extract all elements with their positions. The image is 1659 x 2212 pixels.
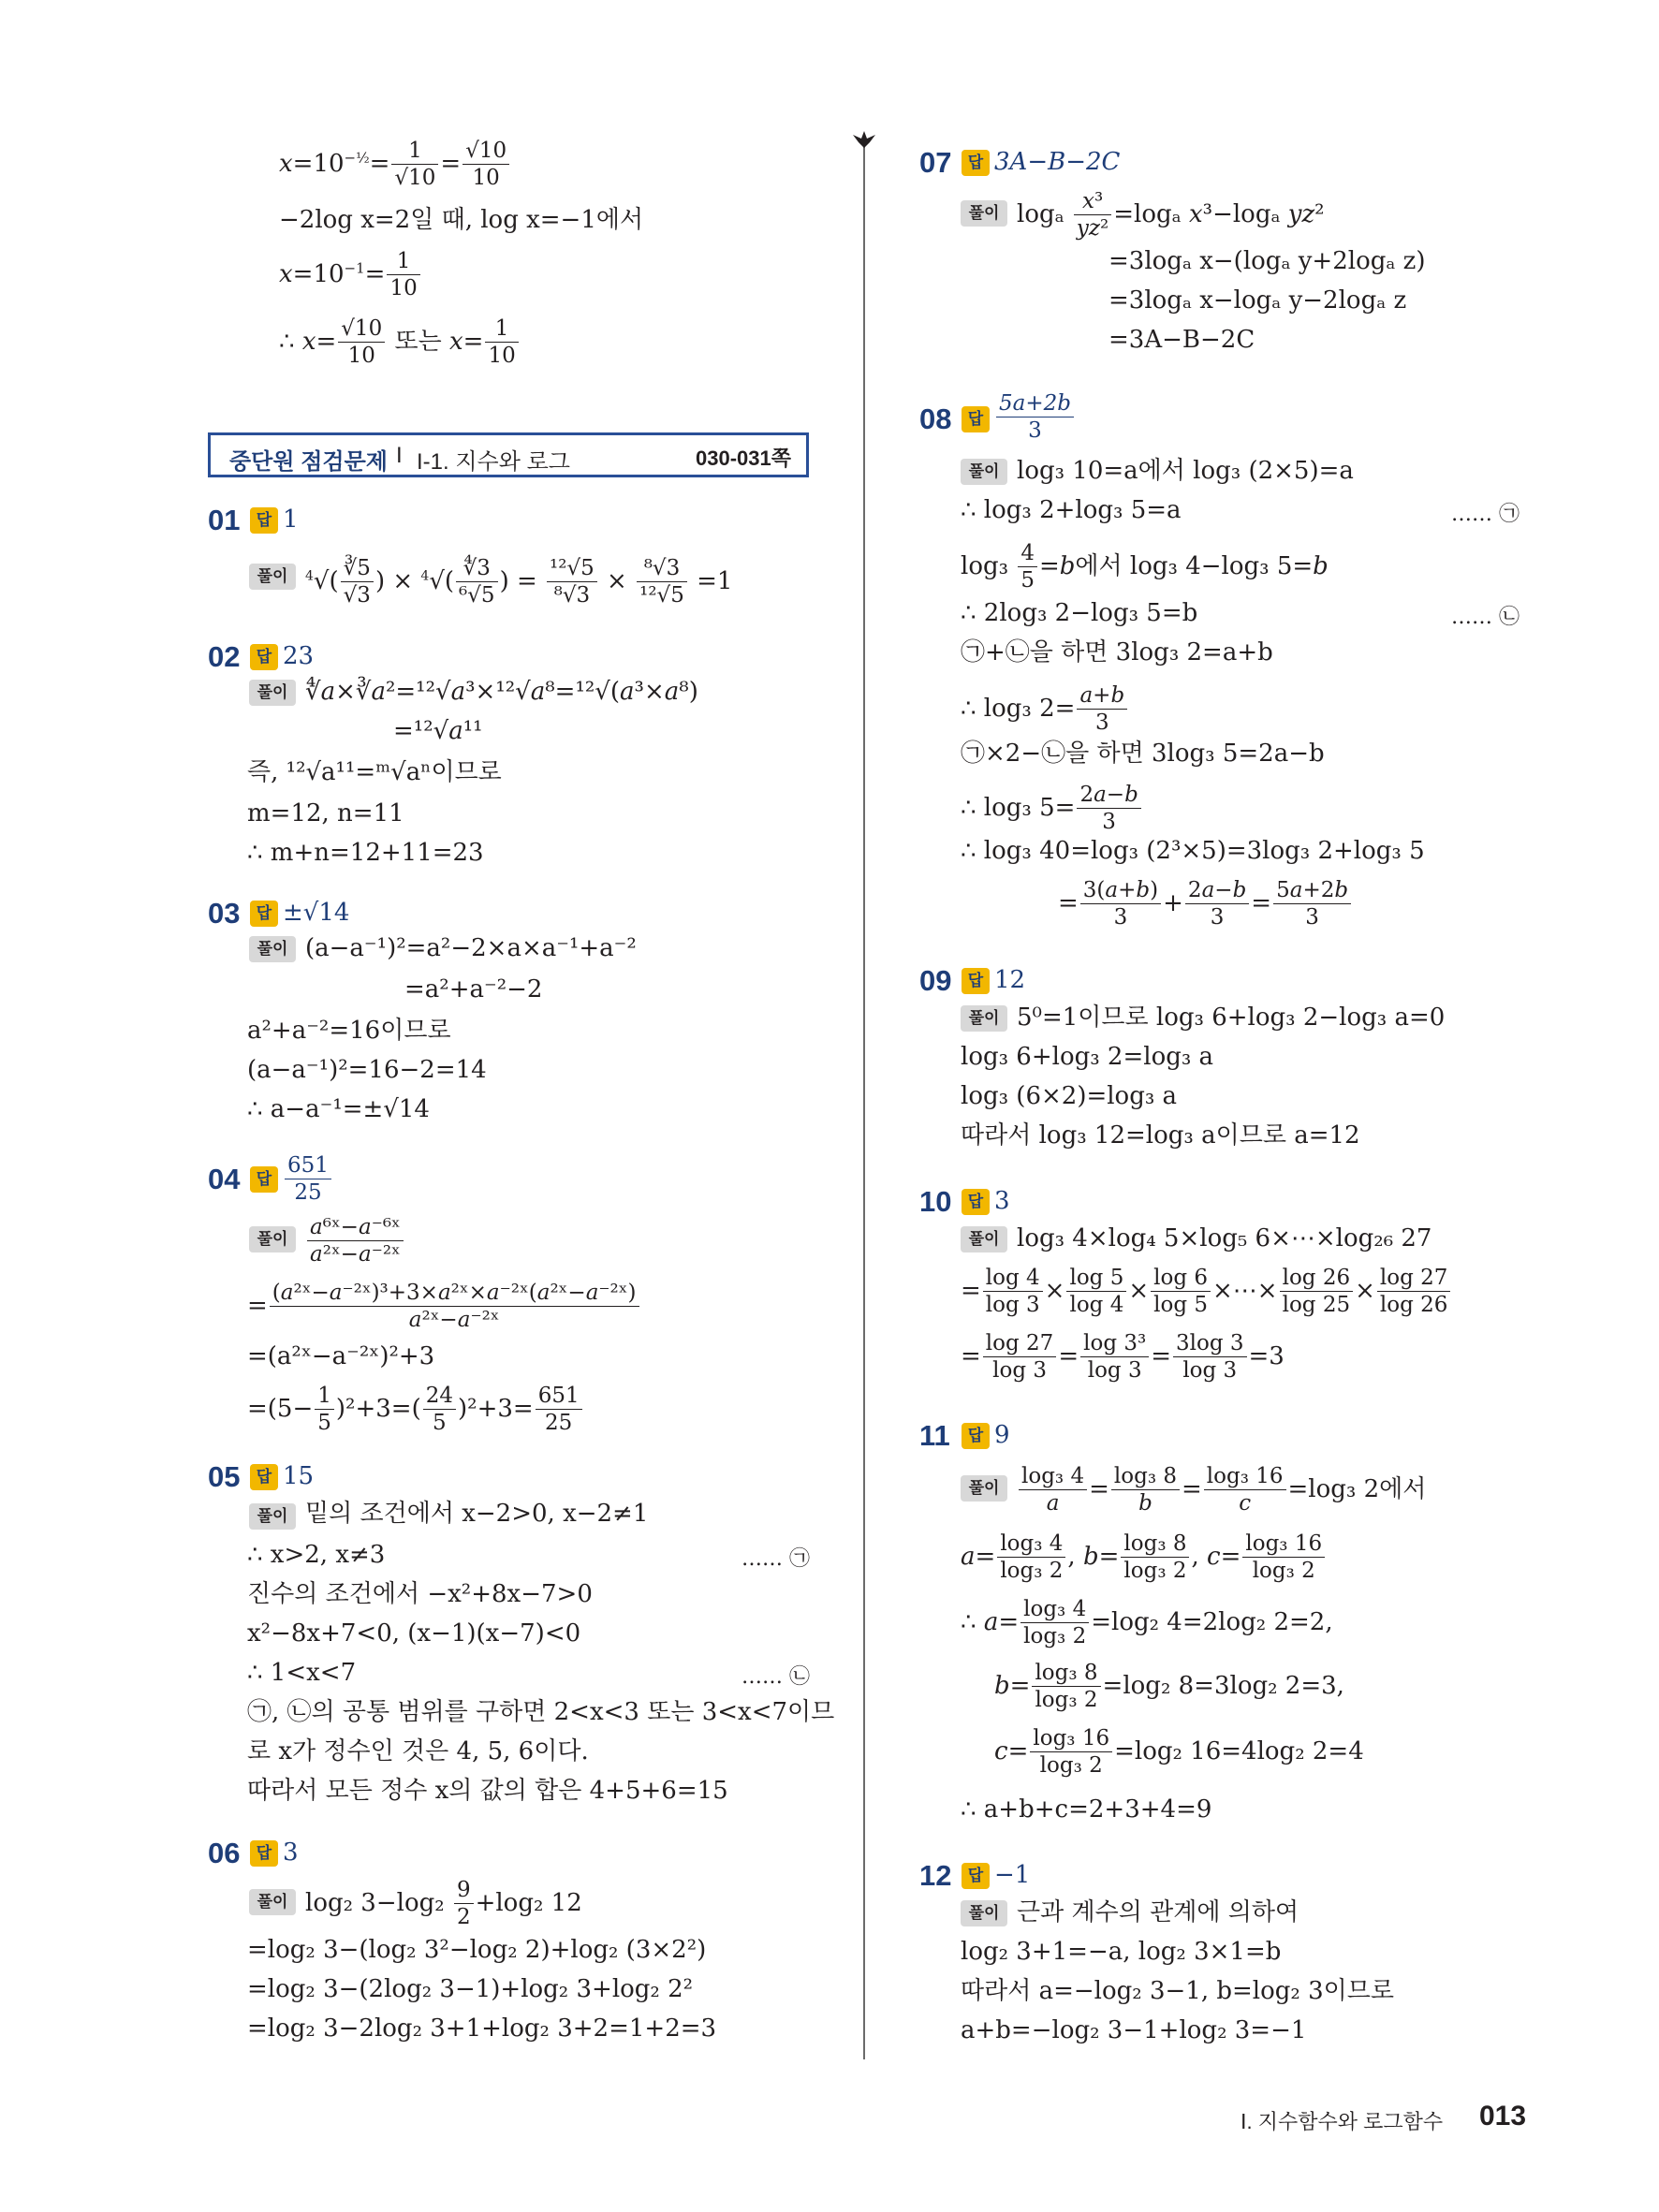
p08-mark-1: …… ㉠ <box>1451 503 1520 526</box>
p11-line-5: c= $\frac{\text{log₃ 16}}{\text{log₃ 2}}$ =log₂ 16=4log₂ 2=4 <box>994 1726 1364 1778</box>
footer-chapter: Ⅰ. 지수함수와 로그함수 <box>1241 2110 1444 2133</box>
p03-line-4: (a−a⁻¹)²=16−2=14 <box>247 1056 487 1084</box>
answer-badge: 답 <box>962 968 990 994</box>
answer-08-num: 5a+2b <box>996 393 1074 417</box>
problem-number-03: 03 <box>208 897 241 930</box>
section-separator: I <box>396 443 403 468</box>
problem-number-07: 07 <box>919 146 952 179</box>
p05-line-8: 따라서 모든 정수 x의 값의 합은 4+5+6=15 <box>247 1777 728 1805</box>
answer-badge: 답 <box>962 1189 990 1215</box>
p08-line-3: log₃ $\frac{4}{5}$ =b에서 log₃ 4−log₃ 5=b <box>961 541 1329 593</box>
answer-02: 23 <box>283 642 315 670</box>
section-header <box>208 432 809 477</box>
answer-12: −1 <box>994 1861 1031 1889</box>
solution-badge: 풀이 <box>961 1226 1007 1252</box>
p07-line-4: =3A−B−2C <box>1108 326 1255 354</box>
p10-line-3: = $\frac{\log 27}{\log 3}$ = $\frac{\text{log 3³}}{\log 3}$ = $\frac{3\log 3}{\log 3}$ =3 <box>961 1331 1285 1383</box>
answer-06: 3 <box>283 1838 299 1867</box>
p07-line-1: logₐ $\frac{\text{x³}}{\text{yz²}}$ =logₐ x³−logₐ yz² <box>1017 189 1325 241</box>
answer-08-den: 3 <box>1028 418 1042 443</box>
answer-badge: 답 <box>250 901 278 927</box>
p08-line-4: ∴ 2log₃ 2−log₃ 5=b <box>961 599 1198 627</box>
p08-line-6: ∴ log₃ 2= $\frac{a+b}{3}$ <box>961 685 1129 734</box>
p08-line-10: = $\frac{3(a+b)}{3}$ + $\frac{2a-b}{3}$ = $\frac{5a+2b}{3}$ <box>1058 880 1353 929</box>
p08-line-5: ㉠+㉡을 하면 3log₃ 2=a+b <box>961 638 1273 667</box>
answer-badge: 답 <box>250 1840 278 1867</box>
answer-badge: 답 <box>250 644 278 670</box>
answer-badge: 답 <box>250 507 278 534</box>
solution-badge: 풀이 <box>249 936 296 962</box>
intro-or: 또는 <box>394 328 442 356</box>
p12-line-2: log₂ 3+1=−a, log₂ 3×1=b <box>961 1938 1282 1966</box>
solution-badge: 풀이 <box>961 200 1007 227</box>
p05-line-1: 밑의 조건에서 x−2>0, x−2≠1 <box>305 1500 649 1528</box>
solution-badge: 풀이 <box>961 459 1007 485</box>
p04-line-2: = $\frac{\text{(a²ˣ−a⁻²ˣ)³+3×a²ˣ×a⁻²ˣ(a²ˣ−a⁻²ˣ)}}{\text{a²ˣ−a⁻²ˣ}}$ <box>247 1282 641 1331</box>
p07-line-2: =3logₐ x−(logₐ y+2logₐ z) <box>1108 247 1426 275</box>
p11-line-2: a= $\frac{\text{log₃ 4}}{\text{log₃ 2}}$ , b= $\frac{\text{log₃ 8}}{\text{log₃ 2}}$ , c= $\frac{\text{log₃ 16}}{\text{log₃ 2}}$ <box>961 1533 1327 1582</box>
answer-05: 15 <box>283 1462 315 1490</box>
p05-line-5: ∴ 1<x<7 <box>247 1659 357 1687</box>
intro-line-4: ∴ x= $\frac{√10}{10}$ 또는 x= $\frac{1}{10}$ <box>279 318 521 367</box>
answer-badge: 답 <box>962 150 990 176</box>
p08-line-2: ∴ log₃ 2+log₃ 5=a <box>961 496 1182 524</box>
solution-badge: 풀이 <box>249 680 296 706</box>
p09-line-2: log₃ 6+log₃ 2=log₃ a <box>961 1043 1214 1071</box>
problem-number-06: 06 <box>208 1837 241 1869</box>
problem-number-12: 12 <box>919 1859 952 1892</box>
p01-solution: $^4$√( $\frac{∛5}{√3}$ ) × $^4$√( $\frac{∜3}{\text{⁶√5}}$ ) = $\frac{\text{¹²√5}}{\text{⁸√3}}$ × $\frac{\text{⁸√3}}{\text{¹²√5}}$ =1 <box>305 556 733 608</box>
intro-line-3: $x=10^{-1}=$ $\frac{1}{10}$ <box>279 251 422 300</box>
problem-number-10: 10 <box>919 1185 952 1218</box>
p08-line-1: log₃ 10=a에서 log₃ (2×5)=a <box>1017 457 1354 485</box>
p02-line-1: ∜a×∛a²=¹²√a³×¹²√a⁸=¹²√(a³×a⁸) <box>305 678 698 706</box>
answer-03: ±√14 <box>283 899 350 927</box>
p05-line-4: x²−8x+7<0, (x−1)(x−7)<0 <box>247 1619 581 1648</box>
problem-number-01: 01 <box>208 504 241 536</box>
p10-line-2: = $\frac{\log 4}{\log 3}$ × $\frac{\log 5}{\log 4}$ × $\frac{\log 6}{\log 5}$ ×⋯× $\frac{\log 26}{\log 25}$ × $\frac{\log 27}{\log 26}$ <box>961 1267 1452 1316</box>
answer-04-num: 651 <box>285 1155 331 1179</box>
p08-mark-2: …… ㉡ <box>1451 606 1520 629</box>
intro-line-2: −2log x=2일 때, log x=−1에서 <box>279 206 644 234</box>
p12-line-3: 따라서 a=−log₂ 3−1, b=log₂ 3이므로 <box>961 1977 1395 2005</box>
p12-line-4: a+b=−log₂ 3−1+log₂ 3=−1 <box>961 2016 1307 2044</box>
problem-number-02: 02 <box>208 640 241 673</box>
p11-line-4: b= $\frac{\text{log₃ 8}}{\text{log₃ 2}}$ =log₂ 8=3log₂ 2=3, <box>994 1661 1344 1712</box>
answer-10: 3 <box>994 1187 1010 1215</box>
problem-number-04: 04 <box>208 1163 241 1195</box>
p03-line-3: a²+a⁻²=16이므로 <box>247 1017 451 1045</box>
p12-line-1: 근과 계수의 관계에 의하여 <box>1017 1898 1299 1926</box>
p09-line-1: 5⁰=1이므로 log₃ 6+log₃ 2−log₃ a=0 <box>1017 1003 1446 1032</box>
p04-line-3: =(a²ˣ−a⁻²ˣ)²+3 <box>247 1342 435 1370</box>
solution-badge: 풀이 <box>961 1005 1007 1032</box>
p02-line-3: 즉, ¹²√a¹¹=ᵐ√aⁿ이므로 <box>247 758 502 786</box>
p05-line-2: ∴ x>2, x≠3 <box>247 1541 386 1569</box>
page-number: 013 <box>1479 2101 1527 2131</box>
p05-mark-1: …… ㉠ <box>741 1547 811 1571</box>
answer-08 <box>994 393 1076 442</box>
p11-line-1: $\frac{\text{log₃ 4}}{a}$ = $\frac{\text{log₃ 8}}{b}$ = $\frac{\text{log₃ 16}}{c}$ =log₃ 2에서 <box>1017 1466 1426 1515</box>
problem-number-11: 11 <box>919 1419 950 1452</box>
solution-badge: 풀이 <box>249 1226 296 1252</box>
section-title: 중단원 점검문제 <box>229 449 388 475</box>
answer-badge: 답 <box>962 1423 990 1449</box>
solution-badge: 풀이 <box>249 1503 296 1530</box>
p11-line-6: ∴ a+b+c=2+3+4=9 <box>961 1795 1212 1824</box>
p11-line-3: ∴ a= $\frac{\text{log₃ 4}}{\text{log₃ 2}}$ =log₂ 4=2log₂ 2=2, <box>961 1597 1333 1648</box>
problem-number-09: 09 <box>919 964 952 997</box>
p06-line-1: log₂ 3−log₂ $\frac{9}{2}$ +log₂ 12 <box>305 1878 582 1929</box>
p02-line-4: m=12, n=11 <box>247 799 404 828</box>
p08-line-8: ∴ log₃ 5= $\frac{2a-b}{3}$ <box>961 784 1143 833</box>
section-pages: 030-031쪽 <box>696 447 791 470</box>
answer-01: 1 <box>283 505 299 534</box>
p05-mark-2: …… ㉡ <box>741 1665 811 1689</box>
answer-04 <box>283 1155 333 1204</box>
answer-badge: 답 <box>250 1166 278 1193</box>
p05-line-6: ㉠, ㉡의 공통 범위를 구하면 2<x<3 또는 3<x<7이므 <box>247 1698 835 1726</box>
column-divider <box>863 140 865 2059</box>
p04-line-1: $\frac{\text{a⁶ˣ−a⁻⁶ˣ}}{\text{a²ˣ−a⁻²ˣ}}$ <box>305 1217 405 1266</box>
problem-number-05: 05 <box>208 1460 241 1493</box>
fleur-divider-icon <box>849 129 879 150</box>
p06-line-3: =log₂ 3−(2log₂ 3−1)+log₂ 3+log₂ 2² <box>247 1975 694 2003</box>
section-subtitle: I-1. 지수와 로그 <box>417 449 570 475</box>
p04-line-4: =(5− $\frac{1}{5}$ )²+3=( $\frac{24}{5}$ )²+3= $\frac{651}{25}$ <box>247 1385 584 1434</box>
answer-badge: 답 <box>962 1863 990 1889</box>
answer-04-den: 25 <box>294 1180 322 1205</box>
answer-badge: 답 <box>962 406 990 432</box>
p02-line-5: ∴ m+n=12+11=23 <box>247 839 484 867</box>
p03-line-5: ∴ a−a⁻¹=±√14 <box>247 1095 430 1123</box>
answer-09: 12 <box>994 966 1026 994</box>
p05-line-7: 로 x가 정수인 것은 4, 5, 6이다. <box>247 1737 589 1765</box>
answer-badge: 답 <box>250 1464 278 1490</box>
p03-line-2: =a²+a⁻²−2 <box>404 975 543 1003</box>
solution-badge: 풀이 <box>961 1900 1007 1926</box>
solution-badge: 풀이 <box>249 564 296 590</box>
problem-number-08: 08 <box>919 403 952 435</box>
p07-line-3: =3logₐ x−logₐ y−2logₐ z <box>1108 286 1407 315</box>
answer-11: 9 <box>994 1421 1010 1449</box>
p05-line-3: 진수의 조건에서 −x²+8x−7>0 <box>247 1580 593 1608</box>
intro-line-1: $x=10^{-\frac{1}{2}}=$ $\frac{1}{√10}$ = $\frac{√10}{10}$ <box>279 140 511 189</box>
p08-line-9: ∴ log₃ 40=log₃ (2³×5)=3log₃ 2+log₃ 5 <box>961 837 1425 865</box>
p03-line-1: (a−a⁻¹)²=a²−2×a×a⁻¹+a⁻² <box>305 934 637 962</box>
solution-badge: 풀이 <box>961 1475 1007 1502</box>
p10-line-1: log₃ 4×log₄ 5×log₅ 6×⋯×log₂₆ 27 <box>1017 1224 1432 1252</box>
p02-line-2: =¹²√a¹¹ <box>393 717 483 745</box>
p06-line-4: =log₂ 3−2log₂ 3+1+log₂ 3+2=1+2=3 <box>247 2014 717 2043</box>
p09-line-3: log₃ (6×2)=log₃ a <box>961 1082 1178 1110</box>
answer-07: 3A−B−2C <box>994 148 1121 176</box>
solution-badge: 풀이 <box>249 1889 296 1915</box>
p06-line-2: =log₂ 3−(log₂ 3²−log₂ 2)+log₂ (3×2²) <box>247 1936 707 1964</box>
p08-line-7: ㉠×2−㉡을 하면 3log₃ 5=2a−b <box>961 740 1325 768</box>
p09-line-4: 따라서 log₃ 12=log₃ a이므로 a=12 <box>961 1121 1360 1150</box>
